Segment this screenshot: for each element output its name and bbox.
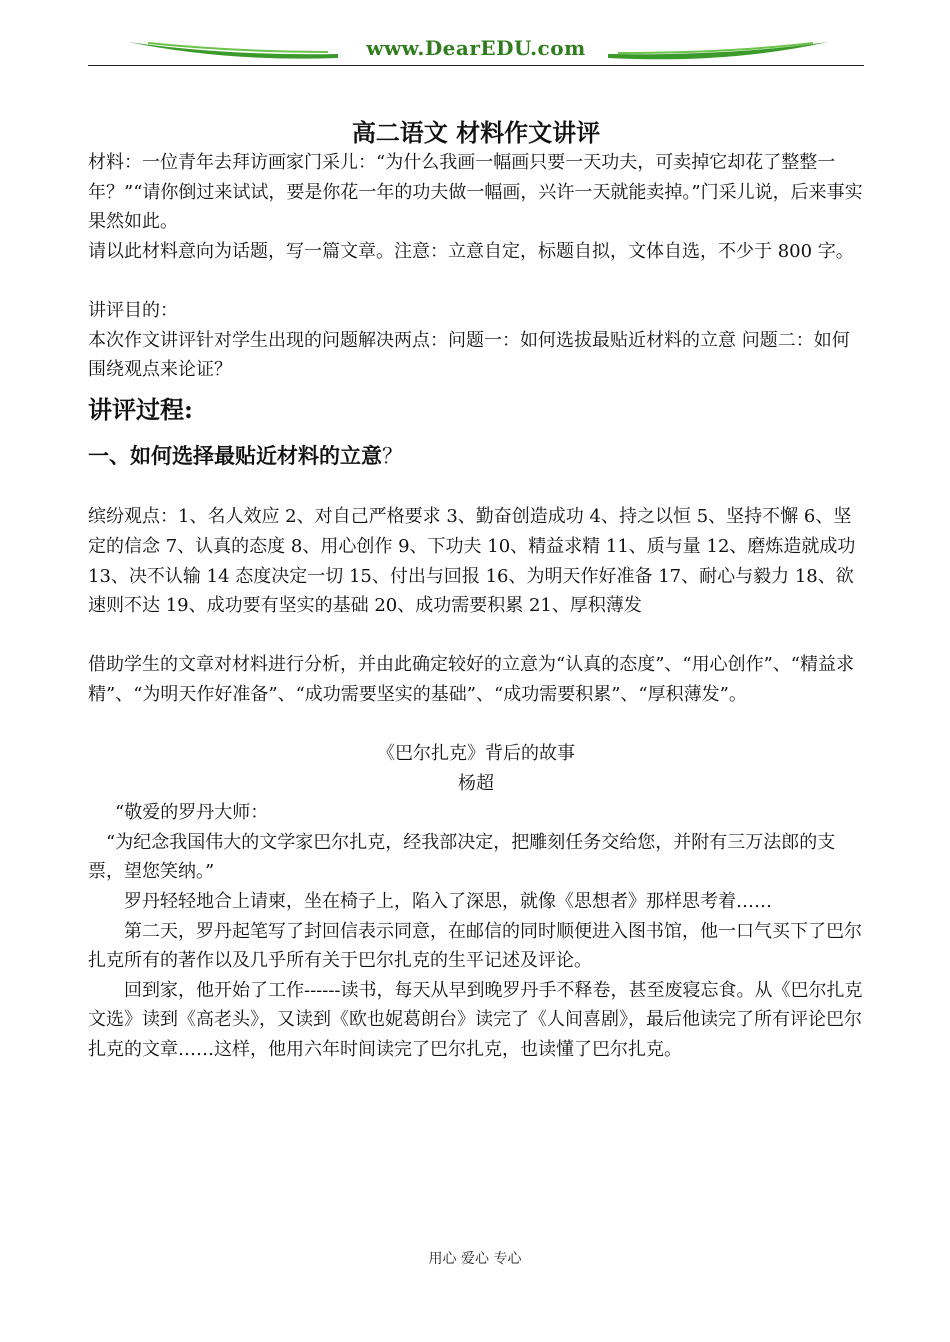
essay-author: 杨超	[458, 772, 494, 794]
viewpoints-list: 缤纷观点：1、名人效应 2、对自己严格要求 3、勤奋创造成功 4、持之以恒 5、坚持不懈 6、坚定的信念 7、认真的态度 8、用心创作 9、下功夫 10、精益求精 11、质与量 12、磨炼造就成功 13、决不认输 14 态度决定一切 15、付出与回报 16、为明天作好准备 17、耐心与毅力 18、欲速则不达 19、成功要有坚实的基础 20、成功需要积累 21、厚积薄发	[88, 506, 856, 617]
essay-paragraph: “为纪念我国伟大的文学家巴尔扎克，经我部决定，把雕刻任务交给您，并附有三万法郎的支票，望您笑纳。”	[88, 831, 836, 883]
purpose-label: 讲评目的：	[88, 299, 178, 321]
page-title: 高二语文 材料作文讲评	[351, 118, 601, 147]
process-heading: 讲评过程:	[88, 394, 193, 424]
writing-prompt: 请以此材料意向为话题，写一篇文章。注意：立意自定，标题自拟，文体自选，不少于 800 字。	[88, 240, 854, 262]
document-body	[88, 118, 864, 1065]
essay-paragraph: 第二天，罗丹起笔写了封回信表示同意，在邮信的同时顺便进入图书馆，他一口气买下了巴尔扎克所有的著作以及几乎所有关于巴尔扎克的生平记述及评论。	[88, 920, 862, 972]
page-footer: 用心 爱心 专心	[428, 1251, 522, 1267]
essay-paragraph: 罗丹轻轻地合上请柬，坐在椅子上，陷入了深思，就像《思想者》那样思考着……	[124, 891, 772, 913]
essay-paragraph: “敬爱的罗丹大师：	[115, 802, 269, 824]
purpose-text: 本次作文讲评针对学生出现的问题解决两点：问题一：如何选拔最贴近材料的立意 问题二：如何围绕观点来论证？	[88, 329, 850, 381]
material-text: 材料：一位青年去拜访画家门采儿：“为什么我画一幅画只要一天功夫，可卖掉它却花了整整一年？”“请你倒过来试试，要是你花一年的功夫做一幅画，兴许一天就能卖掉。”门采儿说，后来事实果然如此。	[88, 152, 863, 233]
essay-title: 《巴尔扎克》背后的故事	[377, 743, 575, 765]
site-logo-text[interactable]: www.DearEDU.com	[366, 36, 586, 60]
section1-heading-mark: ？	[382, 443, 403, 468]
section1-heading	[88, 439, 864, 473]
analysis-text: 借助学生的文章对材料进行分析，并由此确定较好的立意为“认真的态度”、“用心创作”、“精益求精”、“为明天作好准备”、“成功需要坚实的基础”、“成功需要积累”、“厚积薄发”。	[88, 654, 855, 705]
header-divider	[88, 65, 864, 66]
page-header	[88, 34, 864, 70]
section1-heading-text: 一、如何选择最贴近材料的立意	[88, 442, 382, 468]
essay-paragraph: 回到家，他开始了工作------读书，每天从早到晚罗丹手不释卷，甚至废寝忘食。从《巴尔扎克文选》读到《高老头》，又读到《欧也妮葛朗台》读完了《人间喜剧》，最后他读完了所有评论巴尔扎克的文章……这样，他用六年时间读完了巴尔扎克，也读懂了巴尔扎克。	[88, 979, 863, 1061]
